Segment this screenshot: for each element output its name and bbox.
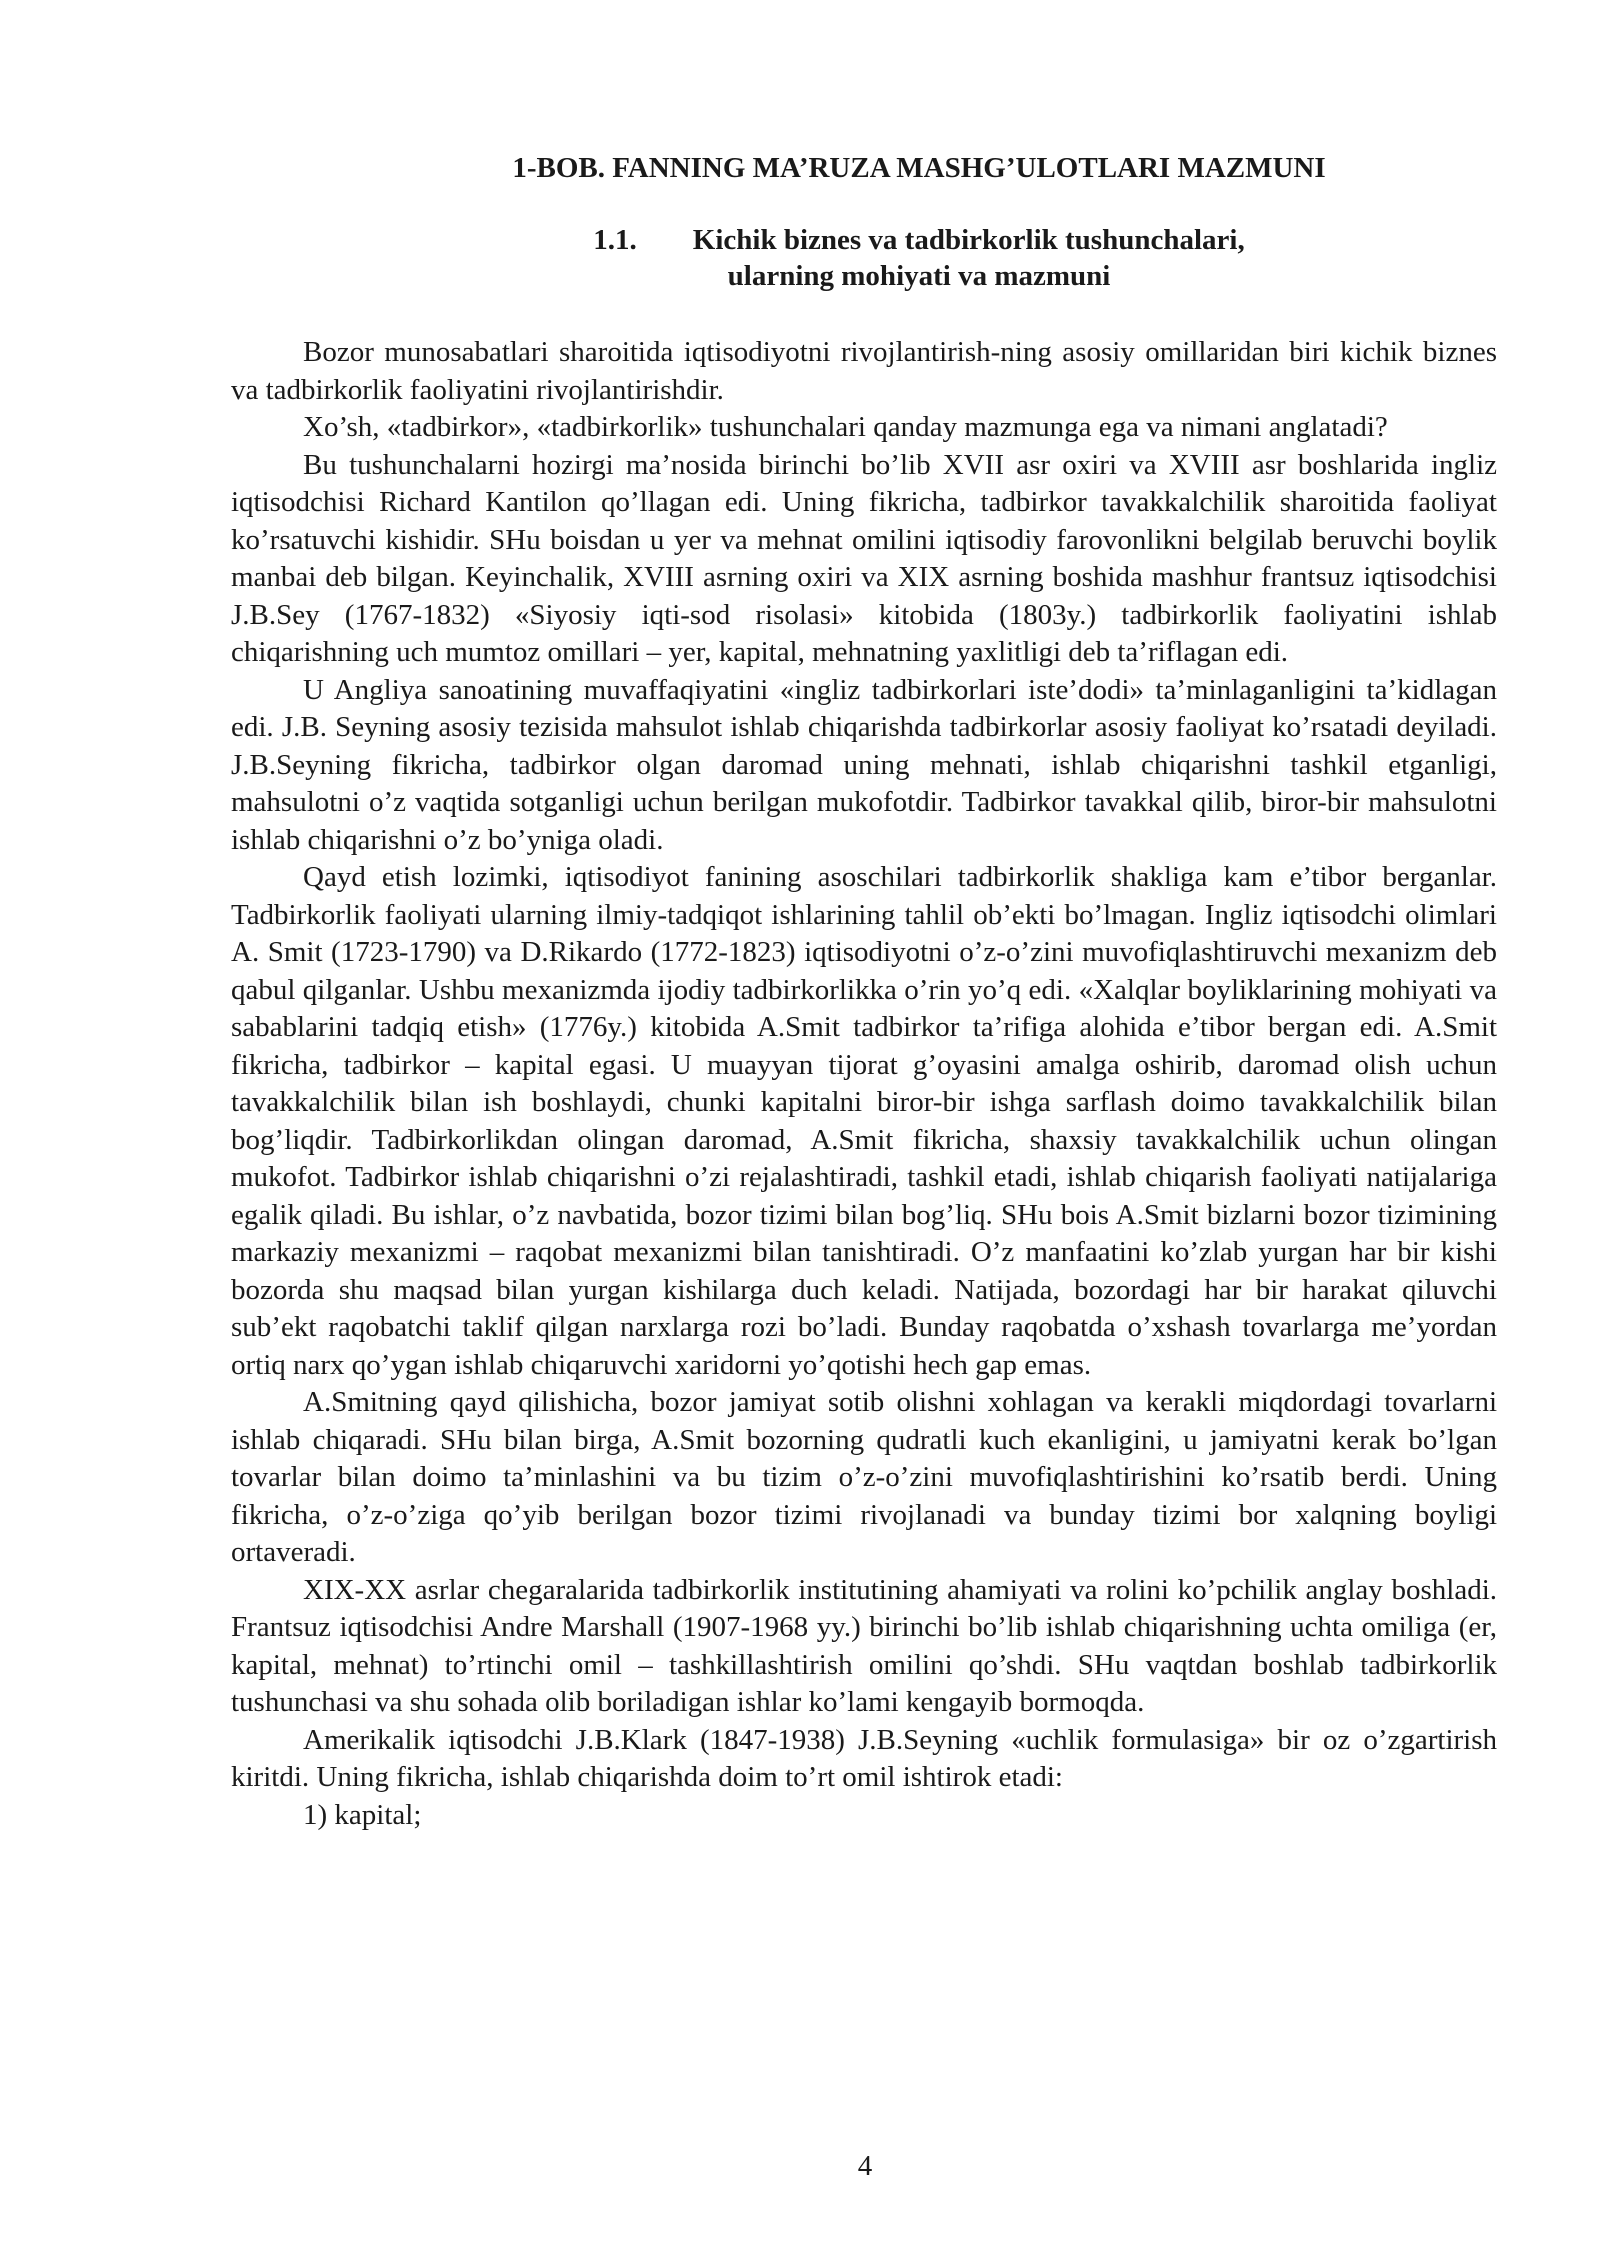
paragraph: Amerikalik iqtisodchi J.B.Klark (1847-1938) J.B.Seyning «uchlik formulasiga» bir oz o’zgartirish kiritdi. Uning fikricha, ishlab chiqarishda doim to’rt omil ishtirok etadi: (231, 1723, 1497, 1793)
section-title-line1: Kichik biznes va tadbirkorlik tushunchalari, (692, 224, 1245, 256)
page-number: 4 (857, 2150, 873, 2182)
paragraph: Xo’sh, «tadbirkor», «tadbirkorlik» tushunchalari qanday mazmunga ega va nimani anglatadi? (303, 411, 1388, 443)
body-text (231, 334, 1497, 1834)
section-title (231, 222, 1497, 294)
paragraph: Qayd etish lozimki, iqtisodiyot fanining asoschilari tadbirkorlik shakliga kam e’tibor berganlar. Tadbirkorlik faoliyati ularning ilmiy-tadqiqot ishlarining tahlil ob’ekti bo’lmagan. Ingliz iqtisodchi olimlari A. Smit (1723-1790) va D.Rikardo (1772-1823) iqtisodiyotni o’z-o’zini muvofiqlashtiruvchi mexanizm deb qabul qilganlar. Ushbu mexanizmda ijodiy tadbirkorlikka o’rin yo’q edi. «Xalqlar boyliklarining mohiyati va sabablarini tadqiq etish» (1776y.) kitobida A.Smit tadbirkor ta’rifiga alohida e’tibor bergan edi. A.Smit fikricha, tadbirkor – kapital egasi. U muayyan tijorat g’oyasini amalga oshirib, daromad olish uchun tavakkalchilik bilan ish boshlaydi, chunki kapitalni biror-bir ishga sarflash doimo tavakkalchilik bilan bog’liqdir. Tadbirkorlikdan olingan daromad, A.Smit fikricha, shaxsiy tavakkalchilik uchun olingan mukofot. Tadbirkor ishlab chiqarishni o’zi rejalashtiradi, tashkil etadi, ishlab chiqarish faoliyati natijalariga egalik qiladi. Bu ishlar, o’z navbatida, bozor tizimi bilan bog’liq. SHu bois A.Smit bizlarni bozor tizimining markaziy mexanizmi – raqobat mexanizmi bilan tanishtiradi. O’z manfaatini ko’zlab yurgan har bir kishi bozorda shu maqsad bilan yurgan kishilarga duch keladi. Natijada, bozordagi har bir harakat qiluvchi sub’ekt raqobatchi taklif qilgan narxlarga rozi bo’ladi. Bunday raqobatda o’xshash tovarlarga me’yordan ortiq narx qo’ygan ishlab chiqaruvchi xaridorni yo’qotishi hech gap emas. (231, 861, 1497, 1381)
section-title-line2: ularning mohiyati va mazmuni (727, 260, 1111, 292)
chapter-title: 1-BOB. FANNING MA’RUZA MASHG’ULOTLARI MAZMUNI (512, 152, 1326, 184)
paragraph: U Angliya sanoatining muvaffaqiyatini «ingliz tadbirkorlari iste’dodi» ta’minlaganligini ta’kidlagan edi. J.B. Seyning asosiy tezisida mahsulot ishlab chiqarishda tadbirkorlar asosiy faoliyat ko’rsatadi deyiladi. J.B.Seyning fikricha, tadbirkor olgan daromad uning mehnati, ishlab chiqarishni tashkil etganligi, mahsulotni o’z vaqtida sotganligi uchun berilgan mukofotdir. Tadbirkor tavakkal qilib, biror-bir mahsulotni ishlab chiqarishni o’z bo’yniga oladi. (231, 673, 1497, 856)
paragraph: Bozor munosabatlari sharoitida iqtisodiyotni rivojlantirish-ning asosiy omillaridan biri kichik biznes va tadbirkorlik faoliyatini rivojlantirishdir. (231, 336, 1497, 406)
section-number: 1.1. (593, 224, 637, 256)
paragraph: A.Smitning qayd qilishicha, bozor jamiyat sotib olishni xohlagan va kerakli miqdordagi tovarlarni ishlab chiqaradi. SHu bilan birga, A.Smit bozorning qudratli kuch ekanligini, u jamiyatni kerak bo’lgan tovarlar bilan doimo ta’minlashini va bu tizim o’z-o’zini muvofiqlashtirishini ko’rsatib berdi. Uning fikricha, o’z-o’ziga qo’yib berilgan bozor tizimi rivojlanadi va bunday tizimi bor xalqning boyligi ortaveradi. (231, 1386, 1497, 1568)
paragraph: XIX-XX asrlar chegaralarida tadbirkorlik institutining ahamiyati va rolini ko’pchilik anglay boshladi. Frantsuz iqtisodchisi Andre Marshall (1907-1968 yy.) birinchi bo’lib ishlab chiqarishning uchta omiliga (er, kapital, mehnat) to’rtinchi omil – tashkillashtirish omilini qo’shdi. SHu vaqtdan boshlab tadbirkorlik tushunchasi va shu sohada olib boriladigan ishlar ko’lami kengayib bormoqda. (231, 1573, 1497, 1718)
paragraph: Bu tushunchalarni hozirgi ma’nosida birinchi bo’lib XVII asr oxiri va XVIII asr boshlarida ingliz iqtisodchisi Richard Kantilon qo’llagan edi. Uning fikricha, tadbirkor tavakkalchilik sharoitida faoliyat ko’rsatuvchi kishidir. SHu boisdan u yer va mehnat omilini iqtisodiy farovonlikni belgilab beruvchi boylik manbai deb bilgan. Keyinchalik, XVIII asrning oxiri va XIX asrning boshida mashhur frantsuz iqtisodchisi J.B.Sey (1767-1832) «Siyosiy iqti-sod risolasi» kitobida (1803y.) tadbirkorlik faoliyatini ishlab chiqarishning uch mumtoz omillari – yer, kapital, mehnatning yaxlitligi deb ta’riflagan edi. (231, 448, 1497, 668)
list-item: 1) kapital; (303, 1798, 422, 1831)
document-page (231, 150, 1497, 1834)
